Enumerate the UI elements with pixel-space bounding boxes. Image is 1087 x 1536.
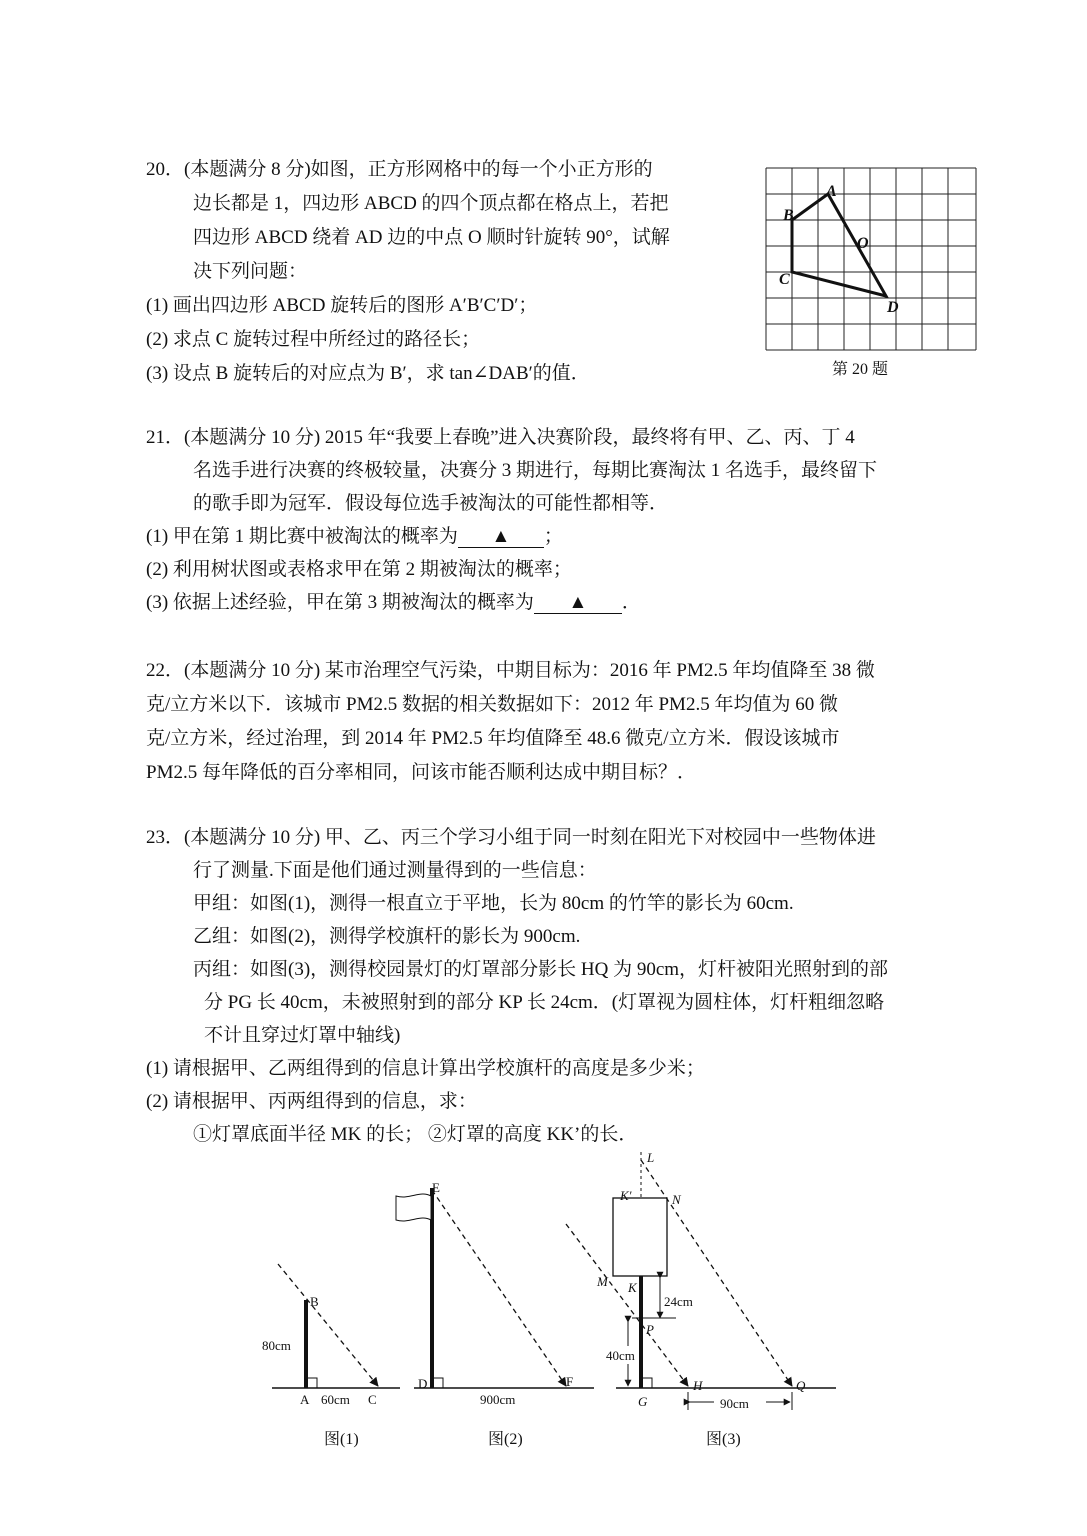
answer-blank-1[interactable]: ▲ [458,527,544,548]
fig3-caption: 图(3) [706,1431,741,1448]
fig2-shadow-label: 900cm [480,1392,516,1407]
q21-part-1-text: (1) 甲在第 1 期比赛中被淘汰的概率为 [146,526,458,547]
figure-1-bamboo-pole [272,1264,400,1388]
fig3-kp-label: 24cm [664,1294,693,1309]
q20-label-a: A [826,183,837,200]
q23-group-bing-3: 不计且穿过灯罩中轴线) [204,1025,401,1046]
fig3-label-q: Q [796,1378,806,1393]
fig3-hq-label: 90cm [720,1396,749,1411]
q23-part-2: (2) 请根据甲、丙两组得到的信息，求： [146,1091,477,1112]
fig3-label-g: G [638,1394,648,1409]
q22-line-3: 克/立方米，经过治理，到 2014 年 PM2.5 年均值降至 48.6 微克/立方米．假设该城市 [146,728,840,749]
q23-group-bing-1: 丙组：如图(3)，测得校园景灯的灯罩部分影长 HQ 为 90cm，灯杆被阳光照射到的部 [193,959,889,980]
fig3-label-h: H [693,1378,703,1393]
fig3-label-n: N [672,1192,681,1207]
q23-part-2b: ①灯罩底面半径 MK 的长； ②灯罩的高度 KK’的长． [193,1124,638,1145]
fig2-label-e: E [432,1180,440,1195]
q22-line-4: PM2.5 每年降低的百分率相同，问该市能否顺利达成中期目标？． [146,762,696,783]
q20-line-4: 决下列问题： [193,261,308,282]
q21-part-2: (2) 利用树状图或表格求甲在第 2 期被淘汰的概率； [146,559,572,580]
figure-2-flagpole [396,1188,594,1388]
fig1-label-a: A [300,1392,310,1407]
q21-line-1: 21．(本题满分 10 分) 2015 年“我要上春晚”进入决赛阶段，最终将有甲、乙、丙、丁 4 [146,427,855,448]
fig2-label-d: D [418,1376,428,1391]
fig3-label-m: M [597,1274,608,1289]
q20-part-2: (2) 求点 C 旋转过程中所经过的路径长； [146,329,481,350]
q21-part-3-end: ． [621,592,641,613]
fig3-label-k-prime: K′ [620,1188,632,1203]
fig1-label-c: C [368,1392,377,1407]
q21-part-1-end: ； [543,526,563,547]
fig3-pg-label: 40cm [606,1348,635,1363]
fig1-caption: 图(1) [324,1431,359,1448]
fig3-label-p: P [646,1322,654,1337]
q21-part-3-text: (3) 依据上述经验，甲在第 3 期被淘汰的概率为 [146,592,534,613]
q23-group-yi: 乙组：如图(2)，测得学校旗杆的影长为 900cm. [193,926,581,947]
fig2-caption: 图(2) [488,1431,523,1448]
q20-part-1: (1) 画出四边形 ABCD 旋转后的图形 A′B′C′D′； [146,295,538,316]
fig3-label-l: L [647,1150,655,1165]
q20-label-c: C [779,271,790,288]
fig1-label-b: B [310,1294,319,1309]
q20-label-o: O [857,235,869,252]
fig1-height-label: 80cm [262,1338,291,1353]
q23-line-1: 23．(本题满分 10 分) 甲、乙、丙三个学习小组于同一时刻在阳光下对校园中一些物体进 [146,827,876,848]
answer-blank-3[interactable]: ▲ [534,593,622,614]
q23-line-2: 行了测量.下面是他们通过测量得到的一些信息： [193,860,597,881]
q23-part-1: (1) 请根据甲、乙两组得到的信息计算出学校旗杆的高度是多少米； [146,1058,705,1079]
q22-line-2: 克/立方米以下．该城市 PM2.5 数据的相关数据如下：2012 年 PM2.5 年均值为 60 微 [146,694,838,715]
q23-group-jia: 甲组：如图(1)，测得一根直立于平地，长为 80cm 的竹竿的影长为 60cm. [193,893,794,914]
q23-group-bing-2: 分 PG 长 40cm，未被照射到的部分 KP 长 24cm．(灯罩视为圆柱体，灯杆粗细忽略 [204,992,885,1013]
q20-part-3: (3) 设点 B 旋转后的对应点为 B′，求 tan∠DAB′的值． [146,363,590,384]
q20-label-b: B [783,207,794,224]
fig2-label-f: F [566,1374,574,1389]
fig3-label-k: K [628,1280,637,1295]
q20-label-d: D [887,299,899,316]
q20-line-1: 20．(本题满分 8 分)如图，正方形网格中的每一个小正方形的 [146,159,653,180]
fig1-shadow-label: 60cm [321,1392,350,1407]
q22-line-1: 22．(本题满分 10 分) 某市治理空气污染，中期目标为：2016 年 PM2.5 年均值降至 38 微 [146,660,875,681]
q21-line-3: 的歌手即为冠军．假设每位选手被淘汰的可能性都相等． [193,493,669,514]
q21-line-2: 名选手进行决赛的终极较量，决赛分 3 期进行，每期比赛淘汰 1 名选手，最终留下 [193,460,878,481]
q20-line-3: 四边形 ABCD 绕着 AD 边的中点 O 顺时针旋转 90°，试解 [193,227,670,248]
q20-figure-caption: 第 20 题 [832,361,889,378]
q20-line-2: 边长都是 1，四边形 ABCD 的四个顶点都在格点上，若把 [193,193,669,214]
